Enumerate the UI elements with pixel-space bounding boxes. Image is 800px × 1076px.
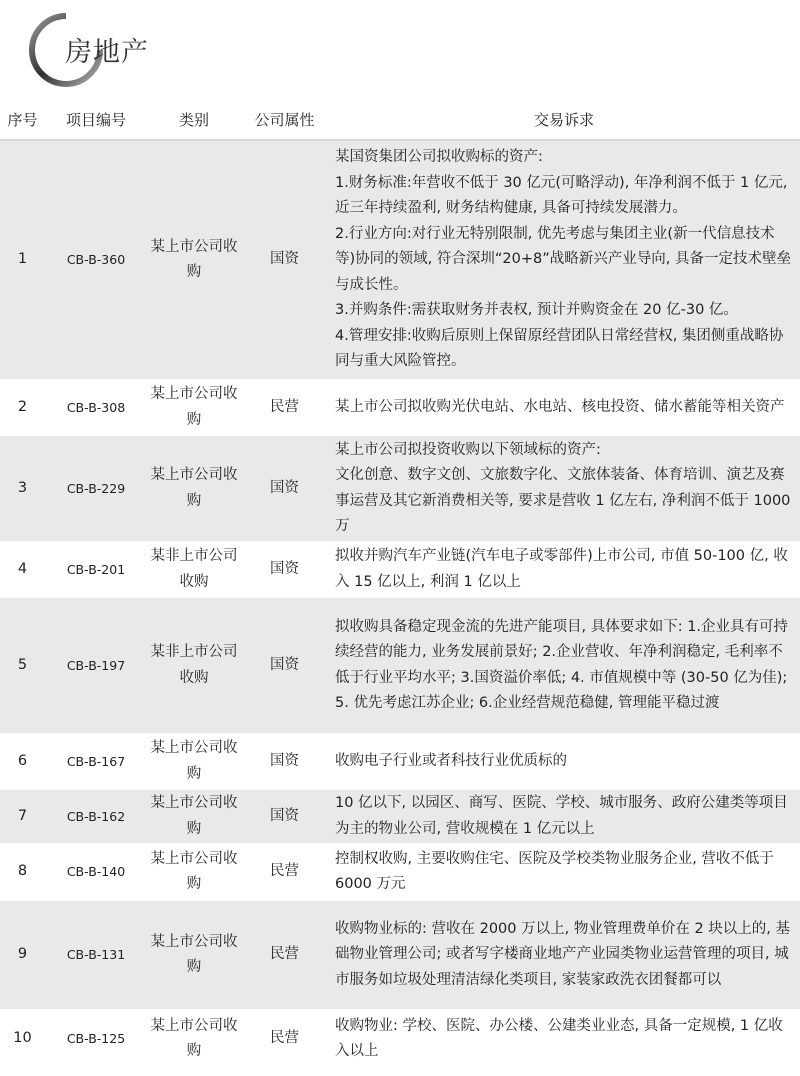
row-no: 1	[0, 140, 45, 380]
row-attr: 民营	[241, 844, 328, 900]
row-request	[328, 435, 800, 542]
row-attr: 国资	[241, 597, 328, 734]
request-line: 收购物业标的: 营收在 2000 万以上, 物业管理费单价在 2 块以上的, 基础物业管理公司; 或者写字楼商业地产产业园类物业运营管理的项目, 城市服务如垃圾处理清洁绿化类项目, 家装家政洗衣团餐都可以	[335, 920, 790, 988]
row-code: CB-B-140	[45, 844, 147, 900]
row-attr: 民营	[241, 1010, 328, 1068]
row-category: 某非上市公司收购	[147, 597, 241, 734]
row-code: CB-B-125	[45, 1010, 147, 1068]
request-line: 拟收并购汽车产业链(汽车电子或零部件)上市公司, 市值 50-100 亿, 收入 15 亿以上, 利润 1 亿以上	[335, 548, 788, 590]
col-header-request: 交易诉求	[328, 100, 800, 140]
table-row	[0, 542, 800, 597]
request-line: 收购物业: 学校、医院、办公楼、公建类业业态, 具备一定规模, 1 亿收入以上	[335, 1017, 783, 1059]
row-request	[328, 597, 800, 734]
table-row	[0, 597, 800, 734]
request-line: 控制权收购, 主要收购住宅、医院及学校类物业服务企业, 营收不低于 6000 万元	[335, 850, 774, 892]
row-no: 6	[0, 734, 45, 789]
row-attr: 国资	[241, 140, 328, 380]
deal-table	[0, 100, 800, 1069]
row-code: CB-B-201	[45, 542, 147, 597]
row-category: 某上市公司收购	[147, 435, 241, 542]
row-no: 5	[0, 597, 45, 734]
request-line: 拟收购具备稳定现金流的先进产能项目, 具体要求如下: 1.企业具有可持续经营的能力, 业务发展前景好; 2.企业营收、年净利润稳定, 毛利率不低于行业平均水平; 3.国资溢价率低; 4. 市值规模中等 (30-50 亿为佳); 5. 优先考虑江苏企业; 6.企业经营规范稳健, 管理能平稳过渡	[335, 618, 789, 711]
row-code: CB-B-360	[45, 140, 147, 380]
request-line: 某上市公司拟收购光伏电站、水电站、核电投资、储水蓄能等相关资产	[335, 398, 785, 415]
request-line: 文化创意、数字文创、文旅数字化、文旅体装备、体育培训、演艺及赛事运营及其它新消费相关等, 要求是营收 1 亿左右, 净利润不低于 1000 万	[335, 467, 791, 534]
row-attr: 国资	[241, 435, 328, 542]
row-request	[328, 1010, 800, 1068]
row-no: 8	[0, 844, 45, 900]
page-header	[0, 0, 800, 100]
row-category: 某上市公司收购	[147, 900, 241, 1010]
table-row	[0, 435, 800, 542]
row-category: 某上市公司收购	[147, 734, 241, 789]
row-code: CB-B-162	[45, 789, 147, 844]
request-line: 2.行业方向:对行业无特别限制, 优先考虑与集团主业(新一代信息技术等)协同的领域, 符合深圳“20+8”战略新兴产业导向, 具备一定技术壁垒与成长性。	[335, 225, 791, 293]
row-request	[328, 789, 800, 844]
row-no: 7	[0, 789, 45, 844]
table-row	[0, 380, 800, 435]
row-request	[328, 900, 800, 1010]
request-line: 某国资集团公司拟收购标的资产:	[335, 149, 543, 166]
request-line: 10 亿以下, 以园区、商写、医院、学校、城市服务、政府公建类等项目为主的物业公司, 营收规模在 1 亿元以上	[335, 795, 788, 837]
col-header-code: 项目编号	[45, 100, 147, 140]
table-row	[0, 844, 800, 900]
col-header-no: 序号	[0, 100, 45, 140]
table-row	[0, 734, 800, 789]
row-attr: 民营	[241, 900, 328, 1010]
row-request	[328, 380, 800, 435]
col-header-attr: 公司属性	[241, 100, 328, 140]
request-line: 4.管理安排:收购后原则上保留原经营团队日常经营权, 集团侧重战略协同与重大风险管控。	[335, 327, 784, 370]
row-no: 2	[0, 380, 45, 435]
row-category: 某上市公司收购	[147, 1010, 241, 1068]
row-no: 4	[0, 542, 45, 597]
row-request	[328, 140, 800, 380]
row-no: 3	[0, 435, 45, 542]
row-no: 9	[0, 900, 45, 1010]
request-line: 1.财务标准:年营收不低于 30 亿元(可略浮动), 年净利润不低于 1 亿元, 近三年持续盈利, 财务结构健康, 具备可持续发展潜力。	[335, 174, 788, 217]
request-line: 3.并购条件:需获取财务并表权, 预计并购资金在 20 亿-30 亿。	[335, 302, 738, 319]
row-code: CB-B-308	[45, 380, 147, 435]
row-attr: 国资	[241, 789, 328, 844]
row-code: CB-B-131	[45, 900, 147, 1010]
row-code: CB-B-167	[45, 734, 147, 789]
row-request	[328, 734, 800, 789]
table-header-row	[0, 100, 800, 140]
row-category: 某上市公司收购	[147, 140, 241, 380]
row-no: 10	[0, 1010, 45, 1068]
row-attr: 国资	[241, 542, 328, 597]
row-request	[328, 542, 800, 597]
row-category: 某非上市公司收购	[147, 542, 241, 597]
row-request	[328, 844, 800, 900]
section-title: 房地产	[65, 37, 149, 68]
request-line: 某上市公司拟投资收购以下领域标的资产:	[335, 441, 601, 458]
col-header-category: 类别	[147, 100, 241, 140]
row-code: CB-B-197	[45, 597, 147, 734]
table-row	[0, 900, 800, 1010]
row-category: 某上市公司收购	[147, 380, 241, 435]
row-attr: 国资	[241, 734, 328, 789]
table-row	[0, 789, 800, 844]
request-line: 收购电子行业或者科技行业优质标的	[335, 752, 567, 769]
row-category: 某上市公司收购	[147, 789, 241, 844]
table-row	[0, 140, 800, 380]
table-row	[0, 1010, 800, 1068]
row-attr: 民营	[241, 380, 328, 435]
row-category: 某上市公司收购	[147, 844, 241, 900]
row-code: CB-B-229	[45, 435, 147, 542]
